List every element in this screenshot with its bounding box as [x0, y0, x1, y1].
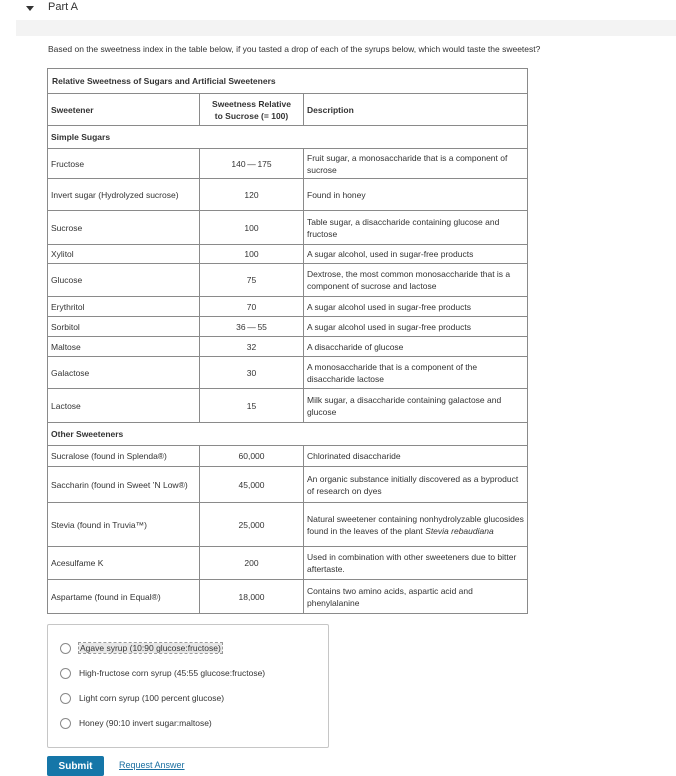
sweetener-description: A sugar alcohol used in sugar-free products — [304, 317, 528, 337]
choice-label: Honey (90:10 invert sugar:maltose) — [79, 718, 212, 728]
table-row — [48, 467, 528, 503]
sweetener-description: Chlorinated disaccharide — [304, 446, 528, 467]
table-row — [48, 580, 528, 614]
sweetener-description: Table sugar, a disaccharide containing glucose and fructose — [304, 211, 528, 245]
sweetener-description: An organic substance initially discovered as a byproduct of research on dyes — [304, 467, 528, 503]
choice-honey[interactable] — [60, 714, 212, 732]
sweetness-value: 18,000 — [200, 580, 304, 614]
answer-choices — [47, 624, 329, 748]
radio-button[interactable] — [60, 668, 71, 679]
sweetener-description: Used in combination with other sweeteners due to bitter aftertaste. — [304, 547, 528, 580]
choice-high-fructose-corn-syrup[interactable] — [60, 664, 265, 682]
collapse-caret-icon[interactable] — [26, 6, 34, 11]
table-row — [48, 503, 528, 547]
table-row — [48, 149, 528, 179]
sweetener-description: Dextrose, the most common monosaccharide that is a component of sucrose and lactose — [304, 264, 528, 297]
sweetener-name: Saccharin (found in Sweet ’N Low®) — [48, 467, 200, 503]
sweetness-value: 120 — [200, 179, 304, 211]
sweetener-name: Sucrose — [48, 211, 200, 245]
header-sweetener: Sweetener — [48, 94, 200, 126]
sweetness-value: 70 — [200, 297, 304, 317]
table-row — [48, 211, 528, 245]
choice-label: Agave syrup (10:90 glucose:fructose) — [80, 643, 221, 653]
header-divider-band — [16, 20, 676, 36]
sweetness-value: 100 — [200, 211, 304, 245]
sweetness-table — [47, 68, 528, 614]
table-row — [48, 547, 528, 580]
radio-button[interactable] — [60, 718, 71, 729]
sweetener-description — [304, 503, 528, 547]
choice-label: Light corn syrup (100 percent glucose) — [79, 693, 225, 703]
sweetness-value: 140 — 175 — [200, 149, 304, 179]
sweetness-value: 45,000 — [200, 467, 304, 503]
sweetener-description: Milk sugar, a disaccharide containing galactose and glucose — [304, 389, 528, 423]
submit-button[interactable]: Submit — [47, 756, 104, 776]
description-text: Natural sweetener containing nonhydrolyzable glucosides found in the leaves of the plant — [307, 513, 524, 536]
sweetener-name: Stevia (found in Truvia™) — [48, 503, 200, 547]
table-row — [48, 357, 528, 389]
table-row — [48, 446, 528, 467]
sweetener-name: Galactose — [48, 357, 200, 389]
sweetness-value: 36 — 55 — [200, 317, 304, 337]
sweetener-name: Erythritol — [48, 297, 200, 317]
sweetener-description: Contains two amino acids, aspartic acid and phenylalanine — [304, 580, 528, 614]
sweetener-description: A sugar alcohol used in sugar-free products — [304, 297, 528, 317]
sweetener-description: A monosaccharide that is a component of the disaccharide lactose — [304, 357, 528, 389]
section-other-sweeteners: Other Sweeteners — [48, 423, 528, 446]
table-row — [48, 245, 528, 264]
sweetener-description: A sugar alcohol, used in sugar-free products — [304, 245, 528, 264]
sweetness-value: 60,000 — [200, 446, 304, 467]
table-row — [48, 264, 528, 297]
part-title: Part A — [48, 1, 78, 13]
sweetness-value: 30 — [200, 357, 304, 389]
sweetener-name: Invert sugar (Hydrolyzed sucrose) — [48, 179, 200, 211]
species-name: Stevia rebaudiana — [425, 525, 494, 536]
table-row — [48, 179, 528, 211]
table-row — [48, 297, 528, 317]
choice-label: High-fructose corn syrup (45:55 glucose:fructose) — [79, 668, 266, 678]
sweetener-name: Sorbitol — [48, 317, 200, 337]
header-relative-line1: Sweetness Relative — [212, 98, 291, 109]
sweetener-name: Maltose — [48, 337, 200, 357]
sweetener-description: A disaccharide of glucose — [304, 337, 528, 357]
header-relative-line2: to Sucrose (= 100) — [214, 110, 289, 121]
request-answer-link[interactable]: Request Answer — [119, 760, 185, 770]
sweetness-value: 32 — [200, 337, 304, 357]
sweetener-name: Glucose — [48, 264, 200, 297]
section-simple-sugars: Simple Sugars — [48, 126, 528, 149]
table-row — [48, 337, 528, 357]
sweetener-description: Found in honey — [304, 179, 528, 211]
sweetener-name: Acesulfame K — [48, 547, 200, 580]
sweetness-value: 100 — [200, 245, 304, 264]
radio-button[interactable] — [60, 693, 71, 704]
sweetener-name: Fructose — [48, 149, 200, 179]
header-relative — [200, 94, 304, 126]
sweetener-description: Fruit sugar, a monosaccharide that is a component of sucrose — [304, 149, 528, 179]
sweetener-name: Sucralose (found in Splenda®) — [48, 446, 200, 467]
sweetness-value: 15 — [200, 389, 304, 423]
sweetener-name: Aspartame (found in Equal®) — [48, 580, 200, 614]
sweetness-value: 200 — [200, 547, 304, 580]
choice-light-corn-syrup[interactable] — [60, 689, 224, 707]
sweetness-value: 75 — [200, 264, 304, 297]
table-row — [48, 317, 528, 337]
header-description: Description — [304, 94, 528, 126]
sweetness-value: 25,000 — [200, 503, 304, 547]
radio-button[interactable] — [60, 643, 71, 654]
choice-agave-syrup[interactable] — [60, 639, 222, 657]
sweetener-name: Lactose — [48, 389, 200, 423]
sweetener-name: Xylitol — [48, 245, 200, 264]
table-row — [48, 389, 528, 423]
table-title: Relative Sweetness of Sugars and Artificial Sweeteners — [48, 69, 528, 94]
question-text: Based on the sweetness index in the table below, if you tasted a drop of each of the syrups below, which would taste the sweetest? — [48, 44, 541, 54]
